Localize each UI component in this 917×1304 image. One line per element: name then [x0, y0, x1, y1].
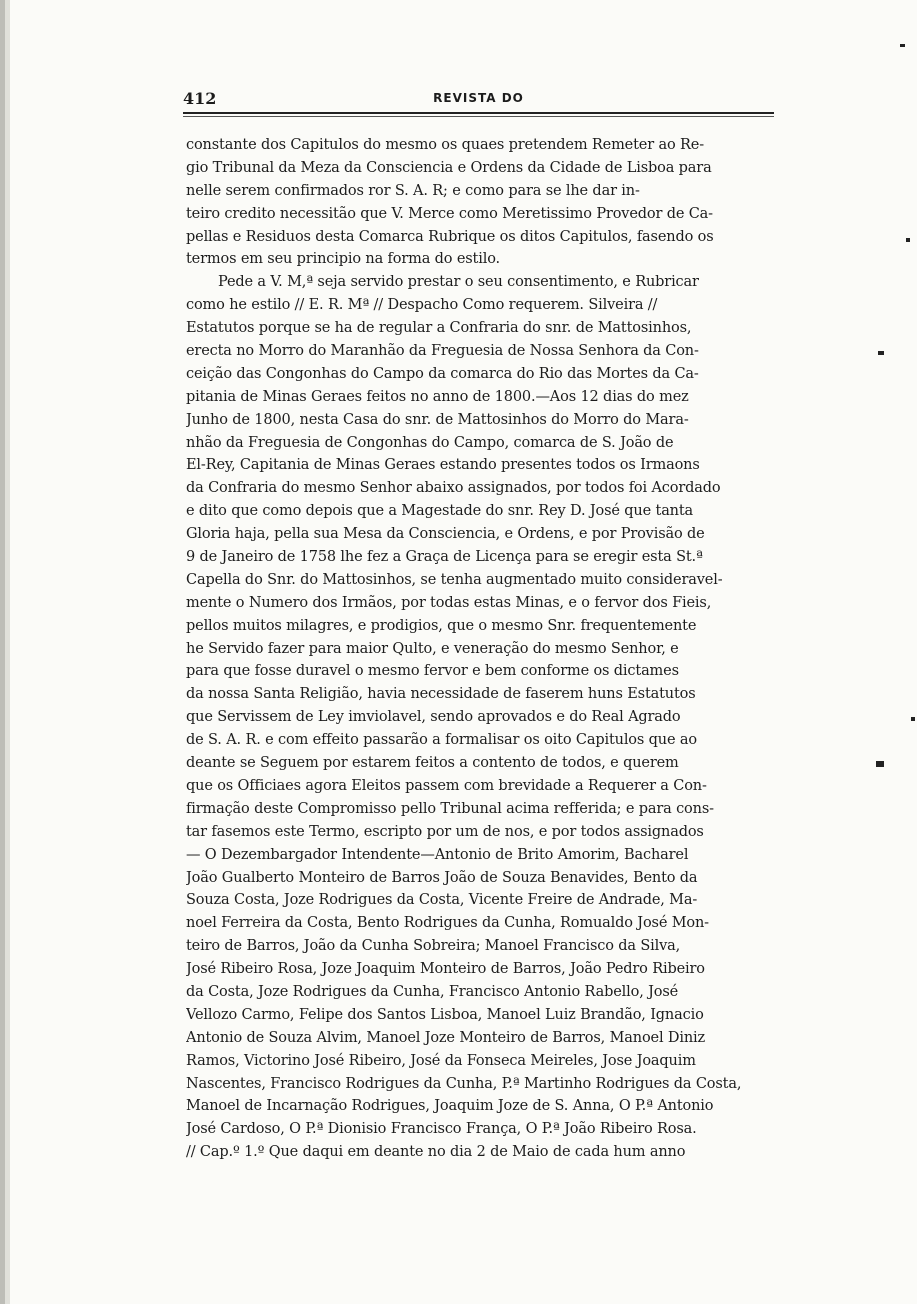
- text-line: que os Officiaes agora Eleitos passem com brevidade a Requerer a Con-: [186, 777, 707, 794]
- text-line: da Costa, Joze Rodrigues da Cunha, Francisco Antonio Rabello, José: [186, 983, 679, 1000]
- text-line: deante se Seguem por estarem feitos a contento de todos, e querem: [186, 755, 679, 772]
- text-line: he Servido fazer para maior Qulto, e veneração do mesmo Senhor, e: [186, 640, 679, 657]
- text-line: José Ribeiro Rosa, Joze Joaquim Monteiro de Barros, João Pedro Ribeiro: [186, 961, 705, 978]
- text-line: para que fosse duravel o mesmo fervor e bem conforme os dictames: [186, 663, 679, 680]
- text-line: Manoel de Incarnação Rodrigues, Joaquim Joze de S. Anna, O P.ª Antonio: [186, 1098, 714, 1115]
- body-text: [186, 134, 786, 1164]
- header-rule-thin: [183, 116, 774, 117]
- scan-edge-shadow: [5, 0, 10, 1304]
- text-line: e dito que como depois que a Magestade do snr. Rey D. José que tanta: [186, 503, 694, 520]
- speck: [900, 44, 905, 47]
- text-line: Capella do Snr. do Mattosinhos, se tenha augmentado muito consideravel-: [186, 571, 723, 588]
- text-line: teiro de Barros, João da Cunha Sobreira; Manoel Francisco da Silva,: [186, 938, 681, 955]
- speck: [911, 717, 915, 721]
- text-line: termos em seu principio na forma do estilo.: [186, 251, 500, 268]
- page-number: 412: [183, 89, 217, 108]
- speck: [878, 351, 884, 355]
- text-line: gio Tribunal da Meza da Consciencia e Ordens da Cidade de Lisboa para: [186, 159, 712, 176]
- text-line: tar fasemos este Termo, escripto por um de nos, e por todos assignados: [186, 823, 704, 840]
- text-line: noel Ferreira da Costa, Bento Rodrigues da Cunha, Romualdo José Mon-: [186, 915, 709, 932]
- text-line: 9 de Janeiro de 1758 lhe fez a Graça de Licença para se eregir esta St.ª: [186, 549, 703, 566]
- text-line: Estatutos porque se ha de regular a Confraria do snr. de Mattosinhos,: [186, 320, 692, 337]
- text-line: João Gualberto Monteiro de Barros João de Souza Benavides, Bento da: [186, 869, 698, 886]
- text-line: Junho de 1800, nesta Casa do snr. de Mattosinhos do Morro do Mara-: [186, 411, 689, 428]
- text-line: da nossa Santa Religião, havia necessidade de faserem huns Estatutos: [186, 686, 696, 703]
- text-line: mente o Numero dos Irmãos, por todas estas Minas, e o fervor dos Fieis,: [186, 594, 712, 611]
- text-line: de S. A. R. e com effeito passarão a formalisar os oito Capitulos que ao: [186, 732, 697, 749]
- text-line: da Confraria do mesmo Senhor abaixo assignados, por todos foi Acordado: [186, 480, 721, 497]
- text-line: nelle serem confirmados ror S. A. R; e como para se lhe dar in-: [186, 182, 640, 199]
- text-line: nhão da Freguesia de Congonhas do Campo, comarca de S. João de: [186, 434, 674, 451]
- header-rule: [183, 112, 774, 114]
- text-line: teiro credito necessitão que V. Merce como Meretissimo Provedor de Ca-: [186, 205, 713, 222]
- text-line: erecta no Morro do Maranhão da Freguesia de Nossa Senhora da Con-: [186, 343, 699, 360]
- running-title: REVISTA DO: [433, 91, 524, 105]
- text-line: El-Rey, Capitania de Minas Geraes estando presentes todos os Irmaons: [186, 457, 700, 474]
- text-line: José Cardoso, O P.ª Dionisio Francisco França, O P.ª João Ribeiro Rosa.: [186, 1121, 697, 1138]
- speck: [876, 761, 884, 767]
- text-line: Pede a V. M,ª seja servido prestar o seu consentimento, e Rubricar: [218, 274, 699, 291]
- speck: [906, 238, 910, 242]
- text-line: ceição das Congonhas do Campo da comarca do Rio das Mortes da Ca-: [186, 365, 699, 382]
- text-line: pellas e Residuos desta Comarca Rubrique os ditos Capitulos, fasendo os: [186, 228, 714, 245]
- text-line: Antonio de Souza Alvim, Manoel Joze Monteiro de Barros, Manoel Diniz: [186, 1029, 706, 1046]
- text-line: Vellozo Carmo, Felipe dos Santos Lisboa, Manoel Luiz Brandão, Ignacio: [186, 1006, 704, 1023]
- text-line: firmação deste Compromisso pello Tribunal acima refferida; e para cons-: [186, 800, 714, 817]
- text-line: pellos muitos milagres, e prodigios, que o mesmo Snr. frequentemente: [186, 617, 697, 634]
- text-line: pitania de Minas Geraes feitos no anno de 1800.—Aos 12 dias do mez: [186, 388, 689, 405]
- text-line: Gloria haja, pella sua Mesa da Consciencia, e Ordens, e por Provisão de: [186, 526, 705, 543]
- text-line: que Servissem de Ley imviolavel, sendo aprovados e do Real Agrado: [186, 709, 681, 726]
- text-line: — O Dezembargador Intendente—Antonio de Brito Amorim, Bacharel: [186, 846, 689, 863]
- text-line: constante dos Capitulos do mesmo os quaes pretendem Remeter ao Re-: [186, 137, 704, 153]
- text-line: como he estilo // E. R. Mª // Despacho Como requerem. Silveira //: [186, 297, 658, 314]
- text-line: // Cap.º 1.º Que daqui em deante no dia 2 de Maio de cada hum anno: [186, 1144, 686, 1161]
- text-line: Nascentes, Francisco Rodrigues da Cunha, P.ª Martinho Rodrigues da Costa,: [186, 1075, 742, 1092]
- text-line: Ramos, Victorino José Ribeiro, José da Fonseca Meireles, Jose Joaquim: [186, 1052, 696, 1069]
- text-line: Souza Costa, Joze Rodrigues da Costa, Vicente Freire de Andrade, Ma-: [186, 892, 698, 909]
